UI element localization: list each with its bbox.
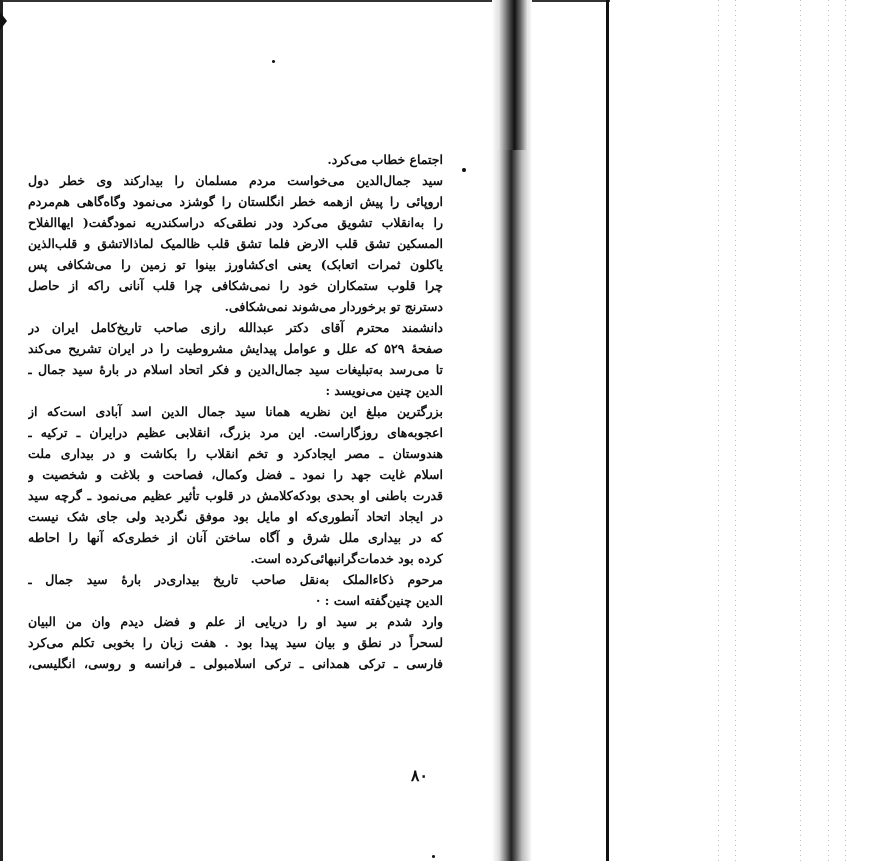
speck-mark xyxy=(272,60,275,63)
scan-dotted-line xyxy=(845,0,846,861)
speck-mark xyxy=(432,855,435,858)
text-line: اسلام غایت جهد را نمود ـ فضل وکمال، فصاحت و بلاغت و شخصیت و xyxy=(28,467,443,482)
text-line: را به‌انقلاب تشویق می‌کرد ودر نطقی‌که دراسکندریه نمودگفت( ایهاالفلاح xyxy=(28,215,443,230)
text-line: الدین چنین‌گفته است : · xyxy=(316,593,443,608)
page-right-edge xyxy=(606,0,609,861)
text-line: قدرت باطنی او بحدی بودکه‌کلامش در قلوب تأثیر عظیم می‌نمود ـ گرچه سید xyxy=(28,488,443,503)
text-line: لسحراً در نطق و بیان سید پیدا بود . هفت زبان را بخوبی تکلم می‌کرد xyxy=(28,635,443,650)
text-line: دانشمند محترم آقای دکتر عبدالله رازی صاحب تاریخ‌کامل ایران در xyxy=(28,320,443,335)
text-line: فارسی ـ ترکی همدانی ـ ترکی اسلامبولی ـ فرانسه و روسی، انگلیسی، xyxy=(28,656,443,671)
page-left-edge xyxy=(0,0,3,861)
page-number: ۸۰ xyxy=(410,766,428,785)
text-line: در ایجاد اتحاد آنطوری‌که او مایل بود موفق نگردید ولی جای شک نیست xyxy=(28,509,443,524)
scan-dotted-line xyxy=(800,0,801,861)
text-line: بزرگترین مبلغ این نظریه همانا سید جمال الدین اسد آبادی است‌که از xyxy=(28,404,443,419)
text-line: تا می‌رسد به‌تبلیغات سید جمال‌الدین و فکر اتحاد اسلام در بارهٔ سید جمال ـ xyxy=(28,362,443,377)
text-line: که در بیداری ملل شرق و آگاه ساختن آنان از خطری‌که آنها را احاطه xyxy=(28,530,443,545)
body-text xyxy=(28,150,443,675)
text-line: اجتماع خطاب می‌کرد. xyxy=(327,152,443,167)
corner-arrow-icon xyxy=(0,12,7,30)
text-line: چرا قلوب ستمکاران خود را نمی‌شکافی چرا قلب آنانی راکه از حاصل xyxy=(28,278,443,293)
book-spine-dark-top xyxy=(498,0,528,150)
text-line: وارد شدم بر سید او را دریایی از علم و فضل دیدم وان من البیان xyxy=(28,614,443,629)
scan-dotted-line xyxy=(718,0,719,861)
text-line: یاکلون ثمرات اتعابک) یعنی ای‌کشاورز بینوا تو زمین را می‌شکافی پس xyxy=(28,257,443,272)
text-line: الدین چنین می‌نویسد : xyxy=(325,383,443,398)
text-line: مرحوم ذکاءالملک به‌نقل صاحب تاریخ بیداری‌در بارهٔ سید جمال ـ xyxy=(28,572,443,587)
text-line: کرده بود خدمات‌گرانبهائی‌کرده است. xyxy=(250,551,443,566)
speck-mark xyxy=(462,168,466,172)
scan-dotted-line xyxy=(828,0,829,861)
scan-dotted-line xyxy=(735,0,736,861)
text-line: اعجوبه‌های روزگاراست. این مرد بزرگ، انقلابی عظیم درایران ـ ترکیه ـ xyxy=(28,425,443,440)
text-line: هندوستان ـ مصر ایجادکرد و تخم انقلاب را بکاشت و در بیداری ملت xyxy=(28,446,443,461)
text-line: المسکین تشق قلب الارض فلما تشق قلب ظالمیک لماذالاتشق و قلب‌الذین xyxy=(28,236,443,251)
text-line: اروپائی را پیش ازهمه خطر انگلستان را گوشزد می‌نمود وگاه‌گاهی هم‌مردم xyxy=(28,194,443,209)
text-line: سید جمال‌الدین می‌خواست مردم مسلمان را بیدارکند وی خطر دول xyxy=(28,173,443,188)
text-line: دسترنج تو برخوردار می‌شوند نمی‌شکافی. xyxy=(224,299,443,314)
text-line: صفحهٔ ۵۲۹ که علل و عوامل پیدایش مشروطیت را در ایران تشریح می‌کند xyxy=(28,341,443,356)
